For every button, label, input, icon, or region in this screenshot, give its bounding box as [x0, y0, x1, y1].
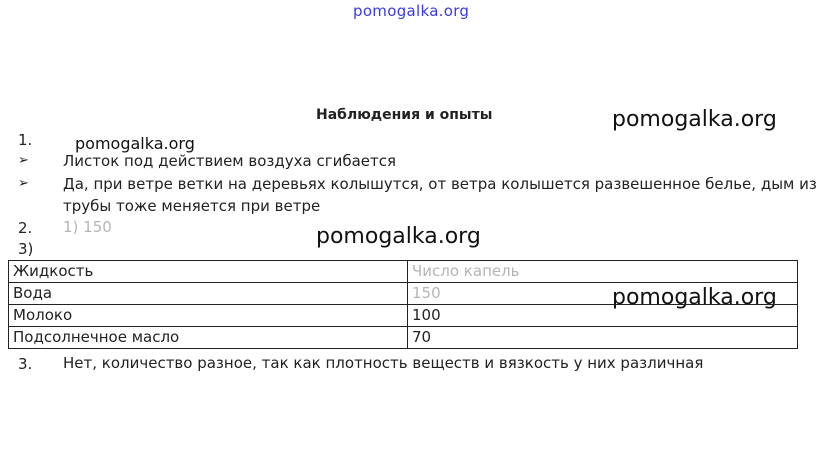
- table-cell: Вода: [9, 283, 408, 305]
- watermark-text: pomogalka.org: [612, 107, 777, 132]
- table-header-cell: Жидкость: [9, 261, 408, 283]
- item-number: 1.: [18, 131, 33, 149]
- table-header-cell: Число капель: [408, 261, 798, 283]
- watermark-text: pomogalka.org: [316, 224, 481, 249]
- table-cell: 70: [408, 327, 798, 349]
- watermark-text: pomogalka.org: [612, 285, 777, 310]
- item-number: 2.: [18, 219, 33, 237]
- watermark-text: pomogalka.org: [75, 134, 195, 153]
- item-text: 1) 150: [63, 218, 112, 236]
- table-row: [9, 327, 798, 349]
- results-table: [8, 260, 798, 349]
- bullet-arrow-icon: ➢: [18, 176, 29, 191]
- table-row: [9, 283, 798, 305]
- table-header-row: [9, 261, 798, 283]
- item-text: Нет, количество разное, так как плотность веществ и вязкость у них различная: [63, 354, 704, 372]
- table-cell: Молоко: [9, 305, 408, 327]
- bullet-text-continued: трубы тоже меняется при ветре: [63, 197, 321, 215]
- table-cell: Подсолнечное масло: [9, 327, 408, 349]
- item-number: 3.: [18, 355, 33, 373]
- table-cell: 100: [408, 305, 798, 327]
- table-row: [9, 305, 798, 327]
- bullet-text: Листок под действием воздуха сгибается: [63, 152, 397, 170]
- bullet-arrow-icon: ➢: [18, 153, 29, 168]
- site-header-link[interactable]: pomogalka.org: [353, 2, 470, 20]
- table-cell: 150: [408, 283, 798, 305]
- document-title: Наблюдения и опыты: [316, 107, 493, 123]
- item-number: 3): [18, 240, 34, 258]
- bullet-text: Да, при ветре ветки на деревьях колышутся, от ветра колышется развешенное белье, дым из: [63, 175, 817, 193]
